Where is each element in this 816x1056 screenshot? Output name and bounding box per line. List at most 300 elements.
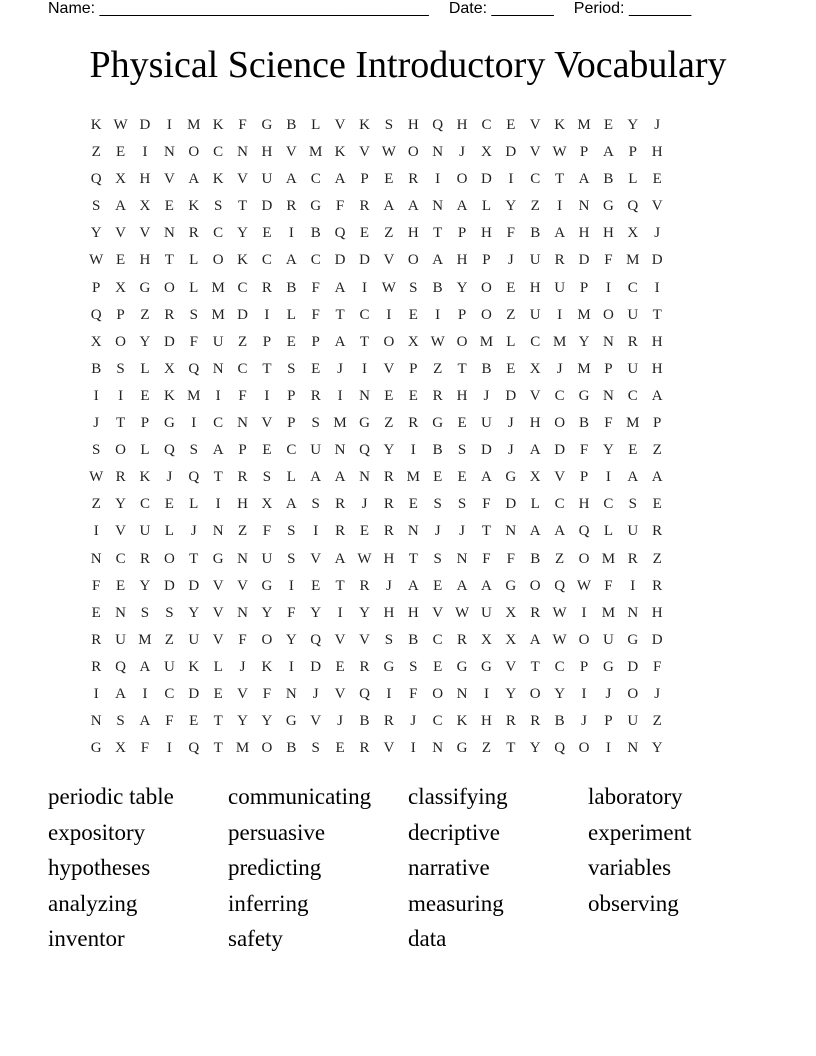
grid-letter: I <box>215 496 221 513</box>
grid-letter: Q <box>578 523 590 540</box>
grid-letter: A <box>334 171 346 188</box>
grid-letter: Q <box>163 442 175 459</box>
grid-letter: J <box>410 713 417 730</box>
grid-letter: O <box>602 306 614 323</box>
grid-letter: A <box>115 685 126 702</box>
grid-letter: I <box>605 740 611 757</box>
grid-letter: R <box>627 333 638 350</box>
grid-letter: M <box>309 144 323 161</box>
grid-letter: S <box>628 496 637 513</box>
grid-row <box>84 654 744 681</box>
grid-letter: R <box>530 604 541 621</box>
grid-row <box>84 600 744 627</box>
grid-letter: Z <box>237 333 248 350</box>
grid-letter: X <box>115 740 126 757</box>
grid-letter: A <box>407 198 419 215</box>
grid-letter: I <box>386 685 392 702</box>
grid-letter: D <box>481 442 492 459</box>
grid-letter: Q <box>115 658 126 675</box>
grid-letter: J <box>654 685 661 702</box>
grid-letter: S <box>433 550 442 567</box>
grid-letter: A <box>139 658 151 675</box>
grid-letter: H <box>456 252 468 269</box>
grid-letter: E <box>408 496 418 513</box>
grid-letter: S <box>213 198 223 215</box>
grid-letter: I <box>288 225 294 242</box>
grid-letter: N <box>627 604 639 621</box>
grid-letter: G <box>627 631 639 648</box>
grid-letter: S <box>384 117 394 133</box>
grid-letter: T <box>335 306 345 323</box>
grid-letter: E <box>262 442 272 459</box>
grid-letter: U <box>529 306 541 323</box>
grid-letter: E <box>213 685 223 702</box>
grid-letter: W <box>381 279 396 296</box>
grid-letter: P <box>604 713 613 730</box>
grid-letter: T <box>530 658 540 675</box>
grid-letter: C <box>627 279 638 296</box>
grid-letter: P <box>482 252 491 269</box>
grid-letter: T <box>213 469 223 486</box>
grid-letter: O <box>261 631 273 648</box>
grid-letter: H <box>651 144 663 161</box>
grid-letter: F <box>604 415 613 432</box>
grid-letter: N <box>456 550 468 567</box>
word-bank-item: hypotheses <box>48 855 151 881</box>
grid-letter: T <box>506 740 516 757</box>
grid-letter: C <box>530 171 541 188</box>
grid-letter: R <box>432 387 443 404</box>
grid-letter: L <box>530 496 540 513</box>
grid-letter: S <box>311 415 320 432</box>
grid-letter: O <box>456 171 468 188</box>
grid-letter: I <box>288 658 294 675</box>
grid-letter: G <box>310 198 322 215</box>
grid-row <box>84 518 744 545</box>
grid-letter: I <box>435 306 441 323</box>
grid-letter: F <box>311 306 320 323</box>
grid-letter: Z <box>384 415 394 432</box>
grid-letter: Z <box>140 306 150 323</box>
grid-letter: Y <box>529 740 541 757</box>
grid-letter: G <box>432 415 444 432</box>
grid-letter: T <box>457 360 467 377</box>
grid-letter: K <box>188 658 200 675</box>
grid-letter: R <box>261 279 272 296</box>
grid-letter: A <box>334 469 346 486</box>
grid-letter: A <box>651 469 663 486</box>
grid-letter: E <box>628 442 638 459</box>
grid-letter: L <box>311 117 321 133</box>
grid-letter: G <box>383 658 395 675</box>
grid-letter: Y <box>188 604 200 621</box>
grid-letter: M <box>601 604 616 621</box>
grid-letter: L <box>189 252 199 269</box>
grid-letter: A <box>578 171 590 188</box>
grid-letter: L <box>164 523 174 540</box>
grid-letter: G <box>261 577 273 594</box>
grid-letter: G <box>261 117 273 133</box>
grid-letter: F <box>653 658 662 675</box>
grid-row <box>84 573 744 600</box>
grid-letter: A <box>481 577 492 594</box>
grid-letter: D <box>310 658 322 675</box>
grid-letter: N <box>359 469 370 486</box>
word-bank-item: decriptive <box>408 819 500 845</box>
grid-letter: D <box>505 496 517 513</box>
grid-letter: I <box>361 360 367 377</box>
grid-letter: C <box>115 550 126 567</box>
grid-letter: Z <box>506 306 516 323</box>
grid-letter: R <box>335 496 346 513</box>
grid-letter: E <box>335 658 345 675</box>
word-bank-item: narrative <box>408 855 490 881</box>
grid-letter: E <box>116 577 126 594</box>
grid-letter: X <box>407 333 419 350</box>
grid-letter: B <box>603 171 614 188</box>
grid-letter: M <box>577 360 591 377</box>
grid-letter: M <box>187 117 201 133</box>
grid-letter: U <box>627 523 639 540</box>
grid-letter: G <box>481 658 492 675</box>
grid-letter: Y <box>139 577 151 594</box>
grid-letter: I <box>483 685 489 702</box>
grid-letter: R <box>627 550 638 567</box>
grid-letter: M <box>235 740 250 757</box>
grid-letter: O <box>383 333 395 350</box>
grid-letter: T <box>213 713 223 730</box>
grid-letter: A <box>651 387 663 404</box>
grid-letter: E <box>506 117 516 133</box>
grid-letter: U <box>554 279 566 296</box>
grid-letter: E <box>652 496 662 513</box>
grid-letter: V <box>310 550 322 567</box>
grid-letter: J <box>312 685 319 702</box>
grid-letter: J <box>166 469 173 486</box>
grid-letter: R <box>335 523 346 540</box>
grid-letter: P <box>579 144 589 161</box>
grid-letter: L <box>286 306 296 323</box>
grid-letter: C <box>554 658 565 675</box>
grid-letter: R <box>505 713 516 730</box>
grid-letter: F <box>482 550 491 567</box>
grid-letter: U <box>481 415 492 432</box>
grid-letter: Z <box>91 144 101 161</box>
grid-letter: W <box>357 550 372 567</box>
grid-letter: S <box>287 550 296 567</box>
grid-letter: A <box>310 469 322 486</box>
grid-letter: P <box>653 415 662 432</box>
grid-letter: T <box>213 740 223 757</box>
grid-letter: E <box>311 360 321 377</box>
grid-letter: P <box>140 415 150 432</box>
word-bank-item: observing <box>588 890 679 916</box>
grid-letter: E <box>433 658 443 675</box>
grid-letter: T <box>116 415 126 432</box>
grid-letter: S <box>189 442 198 459</box>
grid-letter: J <box>556 360 563 377</box>
grid-letter: B <box>286 279 297 296</box>
grid-letter: H <box>529 415 541 432</box>
grid-row <box>84 247 744 274</box>
grid-letter: C <box>432 631 443 648</box>
grid-letter: A <box>285 171 297 188</box>
grid-letter: A <box>456 198 468 215</box>
grid-letter: C <box>213 144 224 161</box>
grid-letter: U <box>310 442 322 459</box>
grid-letter: Y <box>90 225 102 242</box>
grid-letter: E <box>359 225 370 242</box>
grid-letter: O <box>115 333 126 350</box>
grid-letter: J <box>459 144 465 161</box>
grid-letter: E <box>408 387 418 404</box>
grid-letter: V <box>383 740 395 757</box>
grid-letter: N <box>237 144 248 161</box>
grid-letter: E <box>433 577 443 594</box>
grid-letter: N <box>432 740 444 757</box>
grid-letter: X <box>505 604 517 621</box>
grid-letter: D <box>651 252 663 269</box>
grid-letter: Y <box>237 713 248 730</box>
word-bank-item: communicating <box>228 784 372 809</box>
grid-letter: A <box>115 198 126 215</box>
grid-letter: M <box>577 306 591 323</box>
grid-letter: Z <box>384 225 394 242</box>
grid-letter: C <box>213 415 224 432</box>
grid-letter: G <box>359 415 370 432</box>
grid-letter: P <box>604 360 613 377</box>
page-title: Physical Science Introductory Vocabulary <box>89 44 727 86</box>
grid-letter: S <box>409 279 418 296</box>
grid-letter: W <box>113 117 128 133</box>
grid-letter: V <box>651 198 663 215</box>
grid-letter: B <box>359 713 370 730</box>
grid-letter: J <box>654 225 661 242</box>
grid-letter: U <box>139 523 151 540</box>
grid-letter: I <box>654 279 660 296</box>
grid-letter: T <box>237 198 248 215</box>
grid-letter: Z <box>91 496 101 513</box>
grid-letter: I <box>386 306 392 323</box>
grid-letter: K <box>359 117 370 133</box>
word-bank-item: predicting <box>228 855 322 881</box>
grid-letter: Z <box>555 550 565 567</box>
grid-letter: J <box>507 415 514 432</box>
grid-letter: S <box>116 713 125 730</box>
grid-letter: I <box>215 387 221 404</box>
grid-letter: U <box>529 252 541 269</box>
grid-letter: S <box>311 740 320 757</box>
grid-letter: X <box>505 631 517 648</box>
grid-letter: V <box>212 577 224 594</box>
grid-letter: V <box>212 604 224 621</box>
grid-letter: W <box>454 604 470 621</box>
grid-letter: Q <box>359 442 370 459</box>
grid-letter: R <box>359 740 370 757</box>
grid-letter: O <box>188 144 200 161</box>
grid-letter: G <box>602 198 614 215</box>
grid-letter: A <box>529 523 541 540</box>
grid-letter: K <box>456 713 468 730</box>
grid-letter: H <box>139 171 151 188</box>
grid-letter: S <box>140 604 150 621</box>
grid-letter: E <box>164 198 174 215</box>
grid-letter: A <box>334 333 346 350</box>
word-bank-item: safety <box>228 926 283 952</box>
grid-letter: O <box>432 685 444 702</box>
grid-letter: T <box>359 333 370 350</box>
grid-letter: E <box>189 713 199 730</box>
grid-letter: K <box>212 117 224 133</box>
grid-letter: B <box>579 415 590 432</box>
grid-letter: Q <box>188 469 200 486</box>
grid-letter: P <box>579 469 589 486</box>
grid-letter: H <box>407 225 419 242</box>
grid-letter: C <box>310 252 321 269</box>
grid-letter: F <box>409 685 418 702</box>
grid-letter: U <box>627 360 639 377</box>
grid-letter: H <box>651 360 663 377</box>
grid-letter: A <box>407 577 419 594</box>
grid-letter: C <box>310 171 321 188</box>
grid-letter: R <box>359 198 370 215</box>
grid-letter: X <box>261 496 273 513</box>
grid-letter: V <box>334 117 346 133</box>
grid-letter: I <box>142 685 148 702</box>
grid-letter: H <box>651 333 663 350</box>
grid-letter: G <box>90 740 102 757</box>
grid-letter: R <box>652 523 663 540</box>
grid-letter: Z <box>164 631 174 648</box>
period-field-label: Period: _______ <box>573 0 692 17</box>
grid-letter: Y <box>505 685 517 702</box>
grid-letter: A <box>334 550 346 567</box>
grid-letter: P <box>92 279 101 296</box>
grid-letter: P <box>116 306 125 323</box>
grid-letter: M <box>333 415 347 432</box>
grid-letter: R <box>408 171 419 188</box>
grid-letter: Y <box>261 604 273 621</box>
grid-letter: X <box>627 225 639 242</box>
grid-letter: V <box>529 117 541 133</box>
grid-letter: S <box>92 442 101 459</box>
grid-letter: E <box>457 415 467 432</box>
grid-letter: P <box>579 279 589 296</box>
grid-letter: L <box>603 523 613 540</box>
grid-letter: O <box>407 252 419 269</box>
grid-row <box>84 302 744 329</box>
grid-letter: N <box>285 685 297 702</box>
grid-letter: K <box>554 117 566 133</box>
grid-letter: O <box>481 306 492 323</box>
grid-letter: V <box>115 523 126 540</box>
word-bank-item: inventor <box>48 926 125 952</box>
grid-letter: Y <box>602 442 614 459</box>
grid-letter: T <box>408 550 418 567</box>
grid-letter: A <box>212 442 224 459</box>
grid-letter: X <box>529 469 541 486</box>
grid-letter: Z <box>237 523 248 540</box>
word-bank-item: data <box>408 926 447 952</box>
grid-letter: R <box>359 658 370 675</box>
grid-letter: X <box>163 360 175 377</box>
word-bank <box>48 779 768 957</box>
grid-letter: Y <box>554 685 566 702</box>
grid-letter: I <box>581 685 587 702</box>
grid-letter: I <box>191 415 197 432</box>
grid-letter: U <box>163 658 175 675</box>
grid-letter: Q <box>310 631 322 648</box>
grid-letter: M <box>577 117 591 133</box>
grid-letter: E <box>506 279 516 296</box>
grid-letter: Y <box>627 117 639 133</box>
word-bank-item: classifying <box>408 784 508 809</box>
grid-letter: C <box>164 685 175 702</box>
grid-letter: F <box>165 713 174 730</box>
grid-letter: U <box>261 171 273 188</box>
grid-letter: N <box>212 360 224 377</box>
grid-letter: Z <box>481 740 492 757</box>
grid-letter: O <box>407 144 419 161</box>
grid-letter: N <box>115 604 126 621</box>
grid-letter: G <box>505 469 517 486</box>
grid-letter: U <box>602 631 614 648</box>
grid-letter: I <box>118 387 124 404</box>
grid-letter: Q <box>188 740 200 757</box>
grid-letter: Y <box>505 198 517 215</box>
grid-letter: E <box>433 469 443 486</box>
grid-letter: E <box>335 740 345 757</box>
grid-letter: F <box>238 631 247 648</box>
grid-letter: V <box>237 685 248 702</box>
grid-row <box>84 220 744 247</box>
grid-letter: C <box>554 496 565 513</box>
grid-letter: W <box>552 144 567 161</box>
grid-letter: A <box>602 144 614 161</box>
grid-letter: Y <box>261 713 273 730</box>
grid-letter: G <box>602 658 614 675</box>
grid-letter: K <box>90 117 102 133</box>
grid-letter: J <box>337 360 344 377</box>
grid-letter: W <box>430 333 445 350</box>
grid-letter: O <box>578 740 590 757</box>
grid-letter: K <box>139 469 151 486</box>
grid-letter: V <box>310 713 322 730</box>
grid-letter: D <box>163 577 175 594</box>
grid-letter: L <box>286 469 296 486</box>
grid-letter: B <box>432 442 443 459</box>
grid-letter: A <box>383 198 395 215</box>
grid-letter: S <box>287 523 296 540</box>
grid-letter: O <box>578 631 590 648</box>
grid-row <box>84 329 744 356</box>
grid-letter: T <box>335 577 345 594</box>
grid-letter: B <box>530 225 541 242</box>
grid-letter: F <box>506 225 515 242</box>
grid-letter: G <box>456 658 468 675</box>
grid-letter: H <box>139 252 151 269</box>
grid-letter: S <box>287 360 296 377</box>
grid-letter: N <box>237 550 248 567</box>
grid-row <box>84 193 744 220</box>
grid-letter: I <box>142 144 148 161</box>
grid-letter: K <box>188 198 200 215</box>
grid-letter: N <box>90 550 102 567</box>
word-bank-item: persuasive <box>228 819 326 845</box>
grid-row <box>84 464 744 491</box>
grid-letter: N <box>432 144 444 161</box>
grid-letter: N <box>578 198 590 215</box>
